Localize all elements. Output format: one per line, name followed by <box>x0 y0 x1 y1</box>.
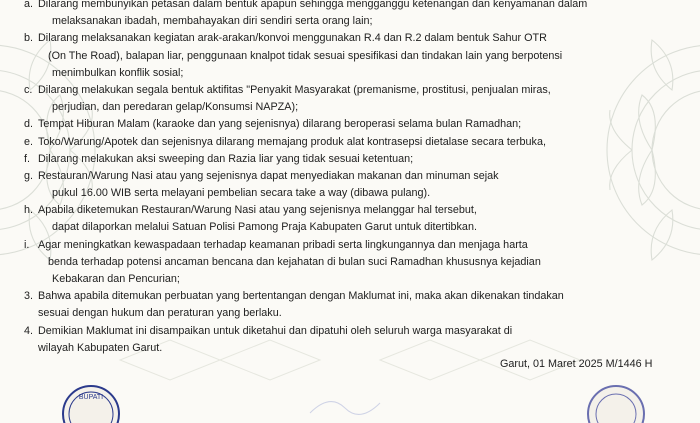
document-line <box>24 323 684 340</box>
document-line <box>24 48 684 65</box>
document-line <box>24 134 684 151</box>
line-text: Bahwa apabila ditemukan perbuatan yang bertentangan dengan Maklumat ini, maka akan dikenakan tindakan <box>38 290 564 303</box>
list-marker: 3. <box>24 290 34 303</box>
document-line <box>24 13 684 30</box>
line-text: (On The Road), balapan liar, penggunaan knalpot tidak sesuai spesifikasi dan tindakan lain yang berpotensi <box>48 49 563 62</box>
document-line <box>24 271 684 288</box>
line-text: Demikian Maklumat ini disampaikan untuk diketahui dan dipatuhi oleh seluruh warga masyarakat di <box>38 324 513 337</box>
document-line <box>24 288 684 305</box>
line-text: menimbulkan konflik sosial; <box>52 66 184 79</box>
list-marker: g. <box>24 169 34 182</box>
list-marker: f. <box>24 152 30 165</box>
document-line <box>24 116 684 133</box>
list-marker: 4. <box>24 324 34 337</box>
line-text: Dilarang melakukan aksi sweeping dan Razia liar yang tidak sesuai ketentuan; <box>38 152 414 165</box>
document-line <box>24 254 684 271</box>
list-marker: a. <box>24 0 34 10</box>
list-marker: d. <box>24 118 34 131</box>
line-text: pukul 16.00 WIB serta melayani pembelian secara take a way (dibawa pulang). <box>52 187 431 200</box>
line-text: Dilarang melaksanakan kegiatan arak-arakan/konvoi menggunakan R.4 dan R.2 dalam bentuk Sahur OTR <box>38 32 547 45</box>
line-text: Kebakaran dan Pencurian; <box>52 273 180 285</box>
document-line <box>24 237 684 254</box>
document-line <box>24 340 684 357</box>
document-line <box>24 219 684 236</box>
bupati-seal-icon <box>60 383 122 423</box>
line-text: Tempat Hiburan Malam (karaoke dan yang sejenisnya) dilarang beroperasi selama bulan Ramadhan; <box>38 118 522 131</box>
signature-stamp-icon <box>300 383 390 423</box>
line-text: Toko/Warung/Apotek dan sejenisnya dilarang memajang produk alat kontrasepsi dietalase secara terbuka, <box>38 135 546 148</box>
document-line <box>24 185 684 202</box>
document-line <box>24 0 684 13</box>
line-text: sesuai dengan hukum dan peraturan yang berlaku. <box>38 307 282 320</box>
document-line <box>24 65 684 82</box>
date-line: Garut, 01 Maret 2025 M/1446 H <box>500 358 653 370</box>
line-text: Restauran/Warung Nasi atau yang sejenisnya dapat menyediakan makanan dan minuman sejak <box>38 169 499 182</box>
line-text: benda terhadap potensi ancaman bencana dan kejahatan di bulan suci Ramadhan khususnya kejadian <box>48 255 541 268</box>
list-marker: c. <box>24 83 33 96</box>
document-line <box>24 305 684 322</box>
document-line <box>24 202 684 219</box>
list-marker: e. <box>24 135 34 148</box>
document-line <box>24 30 684 47</box>
document-line <box>24 82 684 99</box>
line-text: perjudian, dan peredaran gelap/Konsumsi NAPZA); <box>52 101 299 114</box>
line-text: Dilarang membunyikan petasan dalam bentuk apapun sehingga mengganggu ketenangan dan kenyamanan dalam <box>38 0 588 10</box>
line-text: Dilarang melakukan segala bentuk aktifitas "Penyakit Masyarakat (premanisme, prostitusi, penjualan miras, <box>38 83 551 96</box>
list-marker: h. <box>24 204 34 217</box>
line-text: wilayah Kabupaten Garut. <box>38 341 163 354</box>
document-line <box>24 168 684 185</box>
line-text: melaksanakan ibadah, membahayakan diri sendiri serta orang lain; <box>52 15 373 28</box>
line-text: Apabila diketemukan Restauran/Warung Nasi atau yang sejenisnya melanggar hal tersebut, <box>38 204 477 217</box>
line-text: dapat dilaporkan melalui Satuan Polisi Pamong Praja Kabupaten Garut untuk ditertibkan. <box>52 221 477 234</box>
seal-text: BUPATI <box>78 394 104 401</box>
list-marker: b. <box>24 32 34 45</box>
line-text: Agar meningkatkan kewaspadaan terhadap keamanan pribadi serta lingkungannya dan menjaga harta <box>38 238 528 251</box>
official-seal-icon <box>585 383 647 423</box>
document-line <box>24 151 684 168</box>
document-line <box>24 99 684 116</box>
list-marker: i. <box>24 238 30 251</box>
maklumat-document <box>24 0 684 357</box>
